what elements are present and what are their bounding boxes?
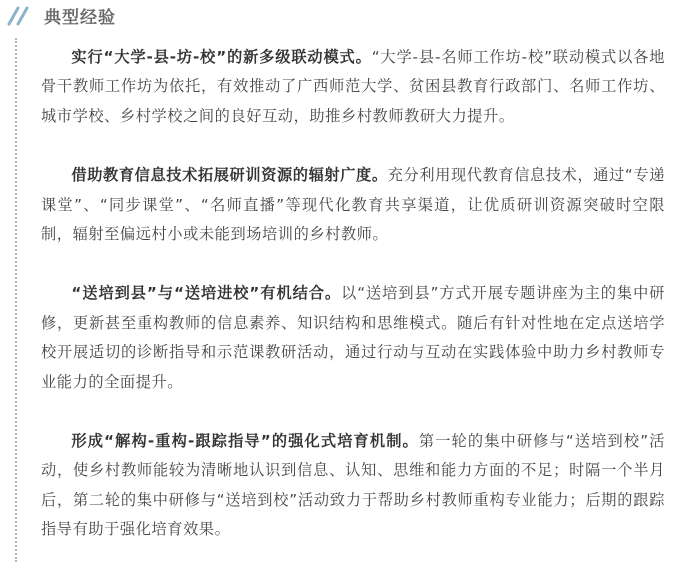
section-title: 典型经验 xyxy=(44,8,116,28)
dotted-divider xyxy=(15,38,17,562)
paragraph-heading: “送培到县”与“送培进校”有机结合。 xyxy=(71,284,342,303)
paragraph-text: 充分利用现代教育信息技术，通过“专递课堂”、“同步课堂”、“名师直播”等现代化教育共享渠道，让优质研训资源突破时空限制，辐射至偏远村小或未能到场培训的乡村教师。 xyxy=(41,166,666,244)
paragraph-multilevel-linkage xyxy=(41,43,665,131)
section-header xyxy=(0,0,678,34)
article-body xyxy=(41,43,665,575)
paragraph-heading: 借助教育信息技术拓展研训资源的辐射广度。 xyxy=(71,166,388,185)
paragraph-heading: 形成“解构-重构-跟踪指导”的强化式培育机制。 xyxy=(71,432,419,451)
double-slash-icon xyxy=(5,6,35,26)
paragraph-training-delivery xyxy=(41,279,665,397)
paragraph-reinforcement-mechanism xyxy=(41,427,665,545)
paragraph-text: 以“送培到县”方式开展专题讲座为主的集中研修，更新甚至重构教师的信息素养、知识结构和思维模式。随后有针对性地在定点送培学校开展适切的诊断指导和示范课教研活动，通过行动与互动在实践体验中助力乡村教师专业能力的全面提升。 xyxy=(41,284,665,391)
paragraph-text: “大学-县-名师工作坊-校”联动模式以各地骨干教师工作坊为依托，有效推动了广西师范大学、贫困县教育行政部门、名师工作坊、城市学校、乡村学校之间的良好互动，助推乡村教师教研大力提升。 xyxy=(41,48,665,125)
paragraph-info-technology xyxy=(41,161,665,249)
paragraph-heading: 实行“大学-县-坊-校”的新多级联动模式。 xyxy=(71,48,372,66)
paragraph-text: 第一轮的集中研修与“送培到校”活动，使乡村教师能较为清晰地认识到信息、认知、思维和能力方面的不足；时隔一个半月后，第二轮的集中研修与“送培到校”活动致力于帮助乡村教师重构专业能力；后期的跟踪指导有助于强化培育效果。 xyxy=(41,432,665,539)
